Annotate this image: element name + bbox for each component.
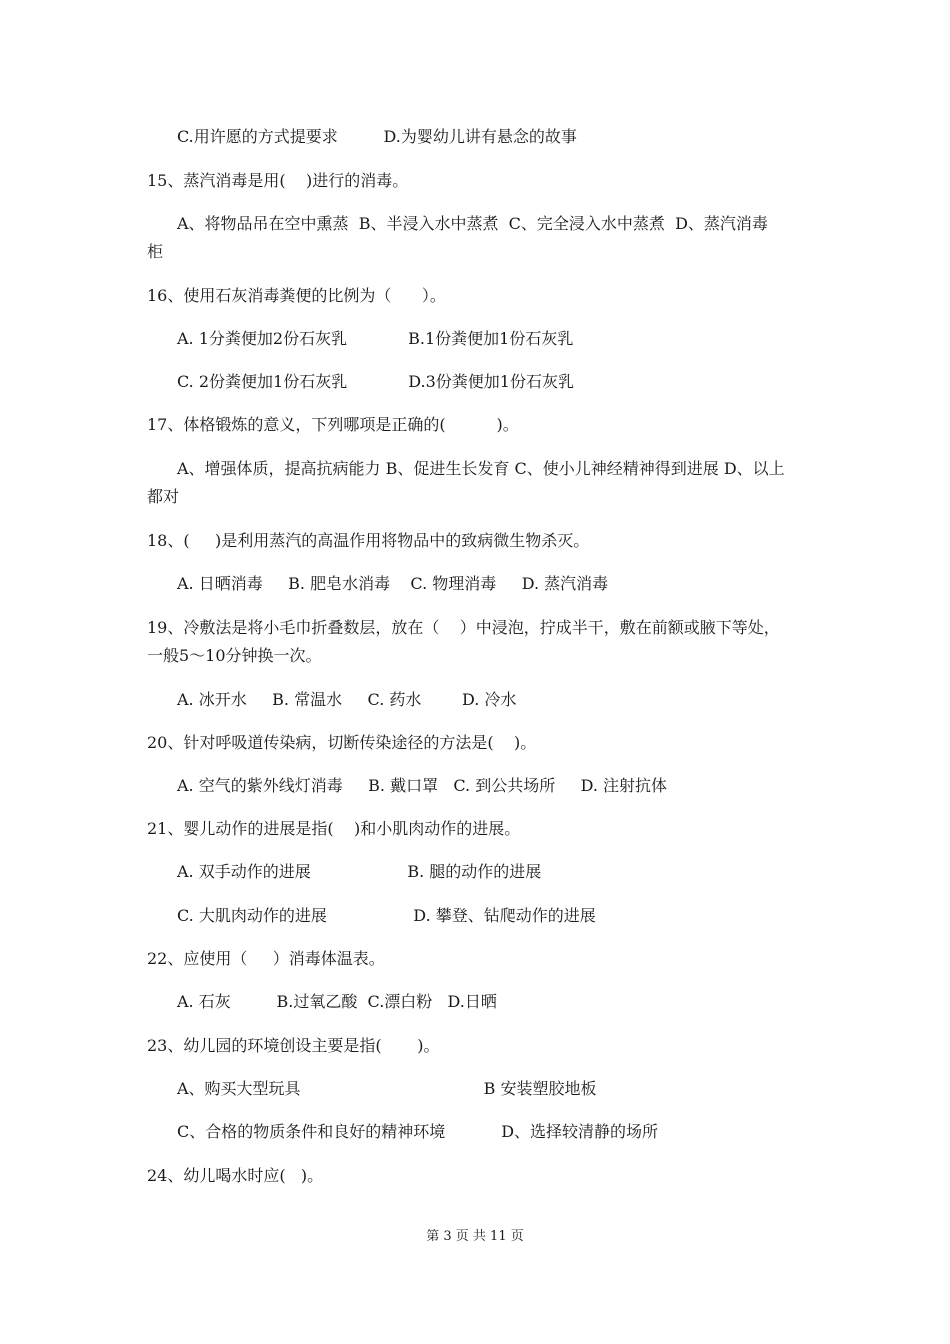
q17-options-cont: 都对 (147, 487, 180, 506)
question-23: 23、幼儿园的环境创设主要是指( )。 (147, 1036, 440, 1055)
q15-options-cont: 柜 (147, 242, 164, 261)
q16-options-cd: C. 2份粪便加1份石灰乳 D.3份粪便加1份石灰乳 (177, 372, 574, 391)
q21-options-ab: A. 双手动作的进展 B. 腿的动作的进展 (177, 862, 542, 881)
question-15: 15、蒸汽消毒是用( )进行的消毒。 (147, 171, 409, 190)
question-18: 18、( )是利用蒸汽的高温作用将物品中的致病微生物杀灭。 (147, 531, 590, 550)
q23-options-cd: C、合格的物质条件和良好的精神环境 D、选择较清静的场所 (177, 1122, 659, 1141)
q16-options-ab: A. 1分粪便加2份石灰乳 B.1份粪便加1份石灰乳 (177, 329, 574, 348)
q15-options: A、将物品吊在空中熏蒸 B、半浸入水中蒸煮 C、完全浸入水中蒸煮 D、蒸汽消毒 (177, 214, 768, 233)
question-19-cont: 一般5～10分钟换一次。 (147, 646, 322, 665)
question-17: 17、体格锻炼的意义，下列哪项是正确的( )。 (147, 415, 519, 434)
q17-options: A、增强体质，提高抗病能力 B、促进生长发育 C、使小儿神经精神得到进展 D、以上 (177, 459, 785, 478)
page-number-footer: 第 3 页 共 11 页 (426, 1229, 524, 1244)
q21-options-cd: C. 大肌肉动作的进展 D. 攀登、钻爬动作的进展 (177, 906, 596, 925)
q18-options: A. 日晒消毒 B. 肥皂水消毒 C. 物理消毒 D. 蒸汽消毒 (177, 574, 609, 593)
question-20: 20、针对呼吸道传染病，切断传染途径的方法是( )。 (147, 733, 537, 752)
q19-options: A. 冰开水 B. 常温水 C. 药水 D. 冷水 (177, 690, 517, 709)
q14-options-cd: C.用许愿的方式提要求 D.为婴幼儿讲有悬念的故事 (177, 127, 577, 146)
q22-options: A. 石灰 B.过氧乙酸 C.漂白粉 D.日晒 (177, 992, 497, 1011)
question-21: 21、婴儿动作的进展是指( )和小肌肉动作的进展。 (147, 819, 521, 838)
q20-options: A. 空气的紫外线灯消毒 B. 戴口罩 C. 到公共场所 D. 注射抗体 (177, 776, 668, 795)
question-19: 19、冷敷法是将小毛巾折叠数层，放在（ ）中浸泡，拧成半干，敷在前额或腋下等处， (147, 618, 780, 637)
q23-options-ab: A、购买大型玩具 B 安装塑胶地板 (177, 1079, 597, 1098)
question-24: 24、幼儿喝水时应( )。 (147, 1166, 324, 1185)
question-16: 16、使用石灰消毒粪便的比例为（ ）。 (147, 286, 446, 305)
question-22: 22、应使用（ ）消毒体温表。 (147, 949, 385, 968)
